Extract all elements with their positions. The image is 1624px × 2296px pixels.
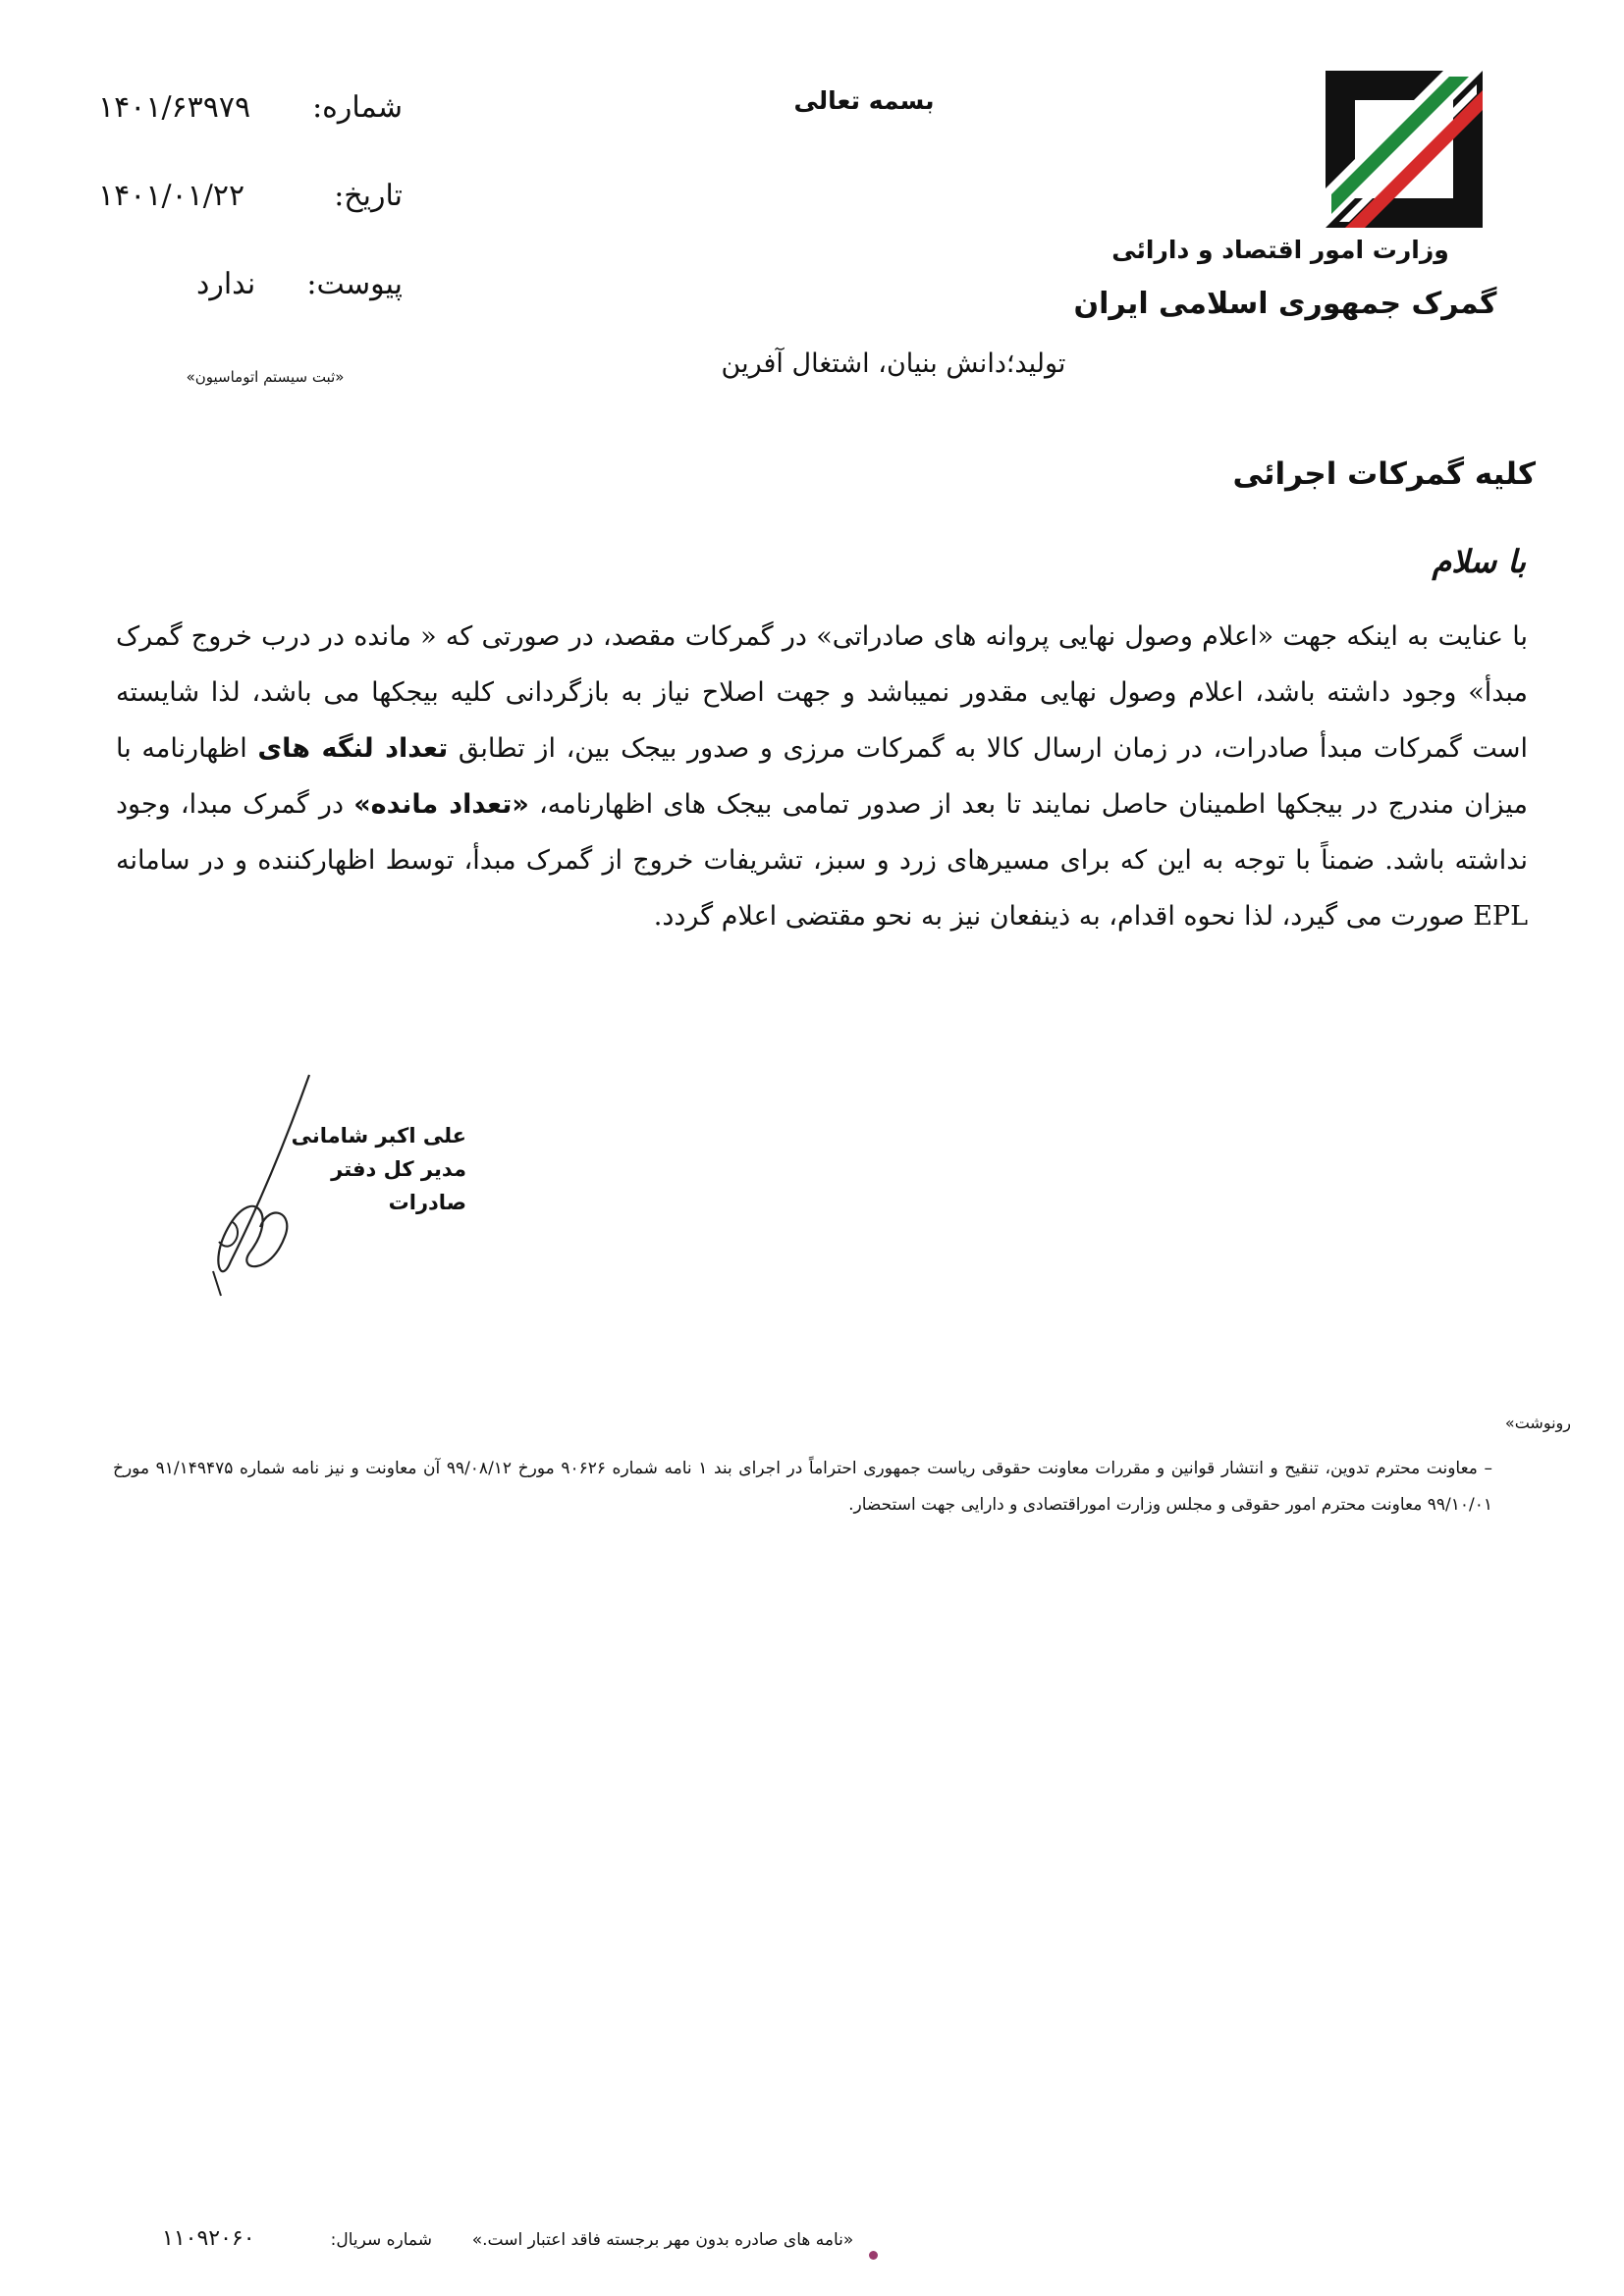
letter-date-label: تاریخ: [334, 179, 403, 213]
signer-name: علی اکبر شامانی [291, 1124, 466, 1148]
body-segment-2: اظهارنامه با میزان مندرج در بیجکها اطمینان حاصل نمایند تا بعد از صدور تمامی بیجک های اظهارنامه، [116, 733, 1529, 820]
customs-emblem-icon [1326, 71, 1483, 228]
automation-registration-note: «ثبت سیستم اتوماسیون» [186, 368, 345, 386]
greeting: با سلام [1432, 543, 1526, 580]
customs-logo [1326, 71, 1483, 228]
body-segment-1: با عنایت به اینکه جهت «اعلام وصول نهایی پروانه های صادراتی» در گمرکات مقصد، در صورتی که « مانده در درب خروج گمرک مبدأ» وجود داشته باشد، اعلام وصول نهایی مقدور نمیباشد و جهت اصلاح نیاز به بازگردانی کلیه بیجکها می باشد، لذا شایسته است گمرکات مبدأ صادرات، در زمان ارسال کالا به گمرکات مرزی و صدور بیجک بین، از تطابق [116, 621, 1528, 764]
signer-title: مدیر کل دفتر صادرات [331, 1157, 466, 1214]
recipient: کلیه گمرکات اجرائی [1232, 456, 1536, 492]
slogan: تولید؛دانش بنیان، اشتغال آفرین [721, 348, 1066, 379]
serial-number-value: ۱۱۰۹۲۰۶۰ [162, 2226, 255, 2251]
attachment-label: پیوست: [306, 267, 403, 301]
body-bold-packages-count: تعداد لنگه های [257, 733, 449, 764]
body-bold-remaining-count: «تعداد مانده» [353, 789, 529, 820]
letter-number-row [98, 90, 403, 135]
letter-number-value: ۱۴۰۱/۶۳۹۷۹ [98, 90, 251, 125]
serial-number-label: شماره سریال: [330, 2230, 432, 2250]
attachment-row [98, 267, 403, 312]
attachment-value: ندارد [196, 267, 256, 301]
validity-note: «نامه های صادره بدون مهر برجسته فاقد اعتبار است.» [471, 2230, 854, 2250]
letter-date-row [98, 179, 403, 224]
ministry-name: وزارت امور اقتصاد و دارائی [1111, 236, 1449, 264]
cc-heading: رونوشت» [1504, 1414, 1571, 1432]
letter-date-value: ۱۴۰۱/۰۱/۲۲ [98, 179, 245, 213]
body-segment-3: در گمرک مبدا، وجود نداشته باشد. ضمناً با توجه به این که برای مسیرهای زرد و سبز، تشریفات خروج از گمرک مبدأ، توسط اظهارکننده و در سامانه EPL صورت می گیرد، لذا نحوه اقدام، به ذینفعان نیز به نحو مقتضی اعلام گردد. [116, 789, 1528, 932]
organization-name: گمرک جمهوری اسلامی ایران [1073, 287, 1497, 321]
basmala: بسمه تعالی [793, 86, 935, 115]
ink-dot [869, 2251, 878, 2260]
letter-body [116, 609, 1528, 944]
handwritten-signature [191, 1065, 349, 1301]
cc-text: – معاونت محترم تدوین، تنقیح و انتشار قوانین و مقررات معاونت حقوقی ریاست جمهوری احتراماً در اجرای بند ۱ نامه شماره ۹۰۶۲۶ مورخ ۹۹/۰۸/۱۲ آن معاونت و نیز نامه شماره ۹۱/۱۴۹۴۷۵ مورخ ۹۹/۱۰/۰۱ معاونت محترم امور حقوقی و مجلس وزارت اموراقتصادی و دارایی جهت استحضار. [113, 1459, 1492, 1515]
letter-number-label: شماره: [312, 90, 403, 125]
